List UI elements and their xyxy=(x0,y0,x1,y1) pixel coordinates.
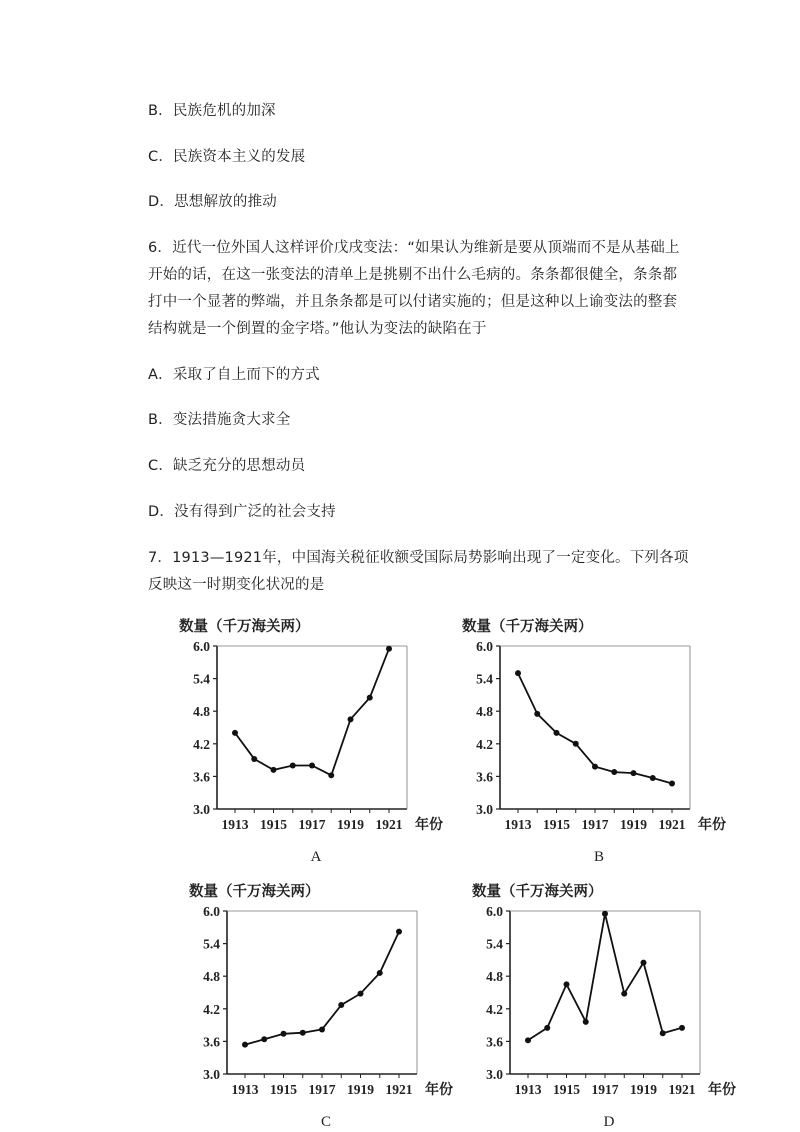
question-6-line-4: 结构就是一个倒置的金字塔。”他认为变法的缺陷在于 xyxy=(148,321,487,337)
data-point xyxy=(232,730,238,736)
question-6-line-2: 开始的话，在这一张变法的清单上是挑剔不出什么毛病的。条条都很健全，条条都 xyxy=(148,267,678,283)
y-axis-title: 数量（千万海关两） xyxy=(179,619,310,635)
data-point xyxy=(554,730,560,736)
option-c-prev: C．民族资本主义的发展 xyxy=(148,149,306,165)
data-point xyxy=(534,711,540,717)
x-tick-label: 1917 xyxy=(591,1082,619,1097)
question-6-line-3: 打中一个显著的弊端，并且条条都是可以付诸实施的；但是这种以上谕变法的整套 xyxy=(148,294,678,310)
data-point xyxy=(386,646,392,652)
x-tick-label: 1921 xyxy=(385,1082,413,1097)
x-tick-label: 1917 xyxy=(581,817,609,832)
y-tick-label: 4.8 xyxy=(203,969,220,985)
y-tick-label: 4.8 xyxy=(193,704,210,720)
data-point xyxy=(396,929,402,935)
data-point xyxy=(271,767,277,773)
data-point xyxy=(358,991,364,997)
chart-caption: D xyxy=(603,1114,615,1130)
x-tick-label: 1913 xyxy=(231,1082,259,1097)
data-point xyxy=(309,763,315,769)
data-point xyxy=(611,769,617,775)
question-6-option-a: A．采取了自上而下的方式 xyxy=(148,367,320,383)
data-point xyxy=(515,670,521,676)
y-tick-label: 3.0 xyxy=(486,1067,503,1082)
x-tick-label: 1919 xyxy=(630,1082,657,1097)
chart-a xyxy=(175,617,455,865)
series-line xyxy=(235,649,389,776)
y-tick-label: 6.0 xyxy=(193,639,210,654)
data-point xyxy=(367,695,373,701)
y-tick-label: 4.2 xyxy=(486,1001,503,1017)
x-tick-label: 1913 xyxy=(504,817,532,832)
x-axis-title: 年份 xyxy=(708,1082,736,1098)
x-tick-label: 1919 xyxy=(337,817,364,832)
y-tick-label: 3.6 xyxy=(193,769,210,785)
y-tick-label: 3.6 xyxy=(486,1034,503,1050)
y-axis-title: 数量（千万海关两） xyxy=(472,884,603,900)
x-axis-title: 年份 xyxy=(425,1082,453,1098)
data-point xyxy=(319,1026,325,1032)
question-6-option-b: B．变法措施贪大求全 xyxy=(148,412,291,428)
y-axis-title: 数量（千万海关两） xyxy=(189,884,320,900)
data-point xyxy=(338,1002,344,1008)
y-tick-label: 6.0 xyxy=(203,904,220,919)
y-tick-label: 4.8 xyxy=(476,704,493,720)
data-point xyxy=(621,991,627,997)
chart-caption: C xyxy=(320,1114,332,1130)
data-point xyxy=(650,775,656,781)
data-point xyxy=(242,1042,248,1048)
x-tick-label: 1915 xyxy=(260,817,287,832)
data-point xyxy=(525,1037,531,1043)
y-tick-label: 5.4 xyxy=(203,936,220,952)
y-tick-label: 4.2 xyxy=(193,736,210,752)
chart-caption: B xyxy=(593,849,605,865)
data-point xyxy=(573,741,579,747)
data-point xyxy=(251,756,257,762)
question-6-option-d: D．没有得到广泛的社会支持 xyxy=(148,504,336,520)
data-point xyxy=(583,1019,589,1025)
data-point xyxy=(281,1031,287,1037)
data-point xyxy=(641,960,647,966)
x-tick-label: 1921 xyxy=(375,817,403,832)
data-point xyxy=(660,1030,666,1036)
y-tick-label: 5.4 xyxy=(486,936,503,952)
data-point xyxy=(631,770,637,776)
y-tick-label: 3.6 xyxy=(203,1034,220,1050)
y-tick-label: 3.0 xyxy=(476,802,493,817)
y-tick-label: 6.0 xyxy=(486,904,503,919)
chart-b xyxy=(458,617,738,865)
y-tick-label: 5.4 xyxy=(476,671,493,687)
x-axis-title: 年份 xyxy=(698,817,726,833)
y-tick-label: 6.0 xyxy=(476,639,493,654)
x-tick-label: 1913 xyxy=(221,817,249,832)
x-tick-label: 1915 xyxy=(543,817,570,832)
x-tick-label: 1917 xyxy=(298,817,326,832)
y-tick-label: 3.6 xyxy=(476,769,493,785)
data-point xyxy=(300,1030,306,1036)
data-point xyxy=(261,1036,267,1042)
data-point xyxy=(544,1025,550,1031)
y-tick-label: 4.2 xyxy=(203,1001,220,1017)
y-tick-label: 5.4 xyxy=(193,671,210,687)
data-point xyxy=(602,911,608,917)
y-tick-label: 4.8 xyxy=(486,969,503,985)
y-tick-label: 3.0 xyxy=(203,1067,220,1082)
x-tick-label: 1921 xyxy=(668,1082,696,1097)
x-tick-label: 1917 xyxy=(308,1082,336,1097)
series-line xyxy=(528,914,682,1041)
question-6-option-c: C．缺乏充分的思想动员 xyxy=(148,458,306,474)
chart-c xyxy=(185,882,465,1132)
data-point xyxy=(290,763,296,769)
x-tick-label: 1915 xyxy=(553,1082,580,1097)
y-axis-title: 数量（千万海关两） xyxy=(462,619,593,635)
question-6-line-1: 6．近代一位外国人这样评价戊戌变法：“如果认为维新是要从顶端而不是从基础上 xyxy=(148,240,680,256)
data-point xyxy=(592,764,598,770)
x-tick-label: 1915 xyxy=(270,1082,297,1097)
x-tick-label: 1919 xyxy=(347,1082,374,1097)
data-point xyxy=(669,780,675,786)
data-point xyxy=(564,981,570,987)
data-point xyxy=(679,1025,685,1031)
question-7-line-2: 反映这一时期变化状况的是 xyxy=(148,577,325,593)
y-tick-label: 3.0 xyxy=(193,802,210,817)
option-b-prev: B．民族危机的加深 xyxy=(148,103,276,119)
x-axis-title: 年份 xyxy=(415,817,443,833)
x-tick-label: 1921 xyxy=(658,817,686,832)
chart-d xyxy=(468,882,748,1132)
chart-caption: A xyxy=(310,849,322,865)
y-tick-label: 4.2 xyxy=(476,736,493,752)
question-7-line-1: 7．1913—1921年，中国海关税征收额受国际局势影响出现了一定变化。下列各项 xyxy=(148,550,689,566)
data-point xyxy=(328,772,334,778)
data-point xyxy=(377,970,383,976)
data-point xyxy=(348,716,354,722)
x-tick-label: 1919 xyxy=(620,817,647,832)
option-d-prev: D．思想解放的推动 xyxy=(148,194,277,210)
x-tick-label: 1913 xyxy=(514,1082,542,1097)
